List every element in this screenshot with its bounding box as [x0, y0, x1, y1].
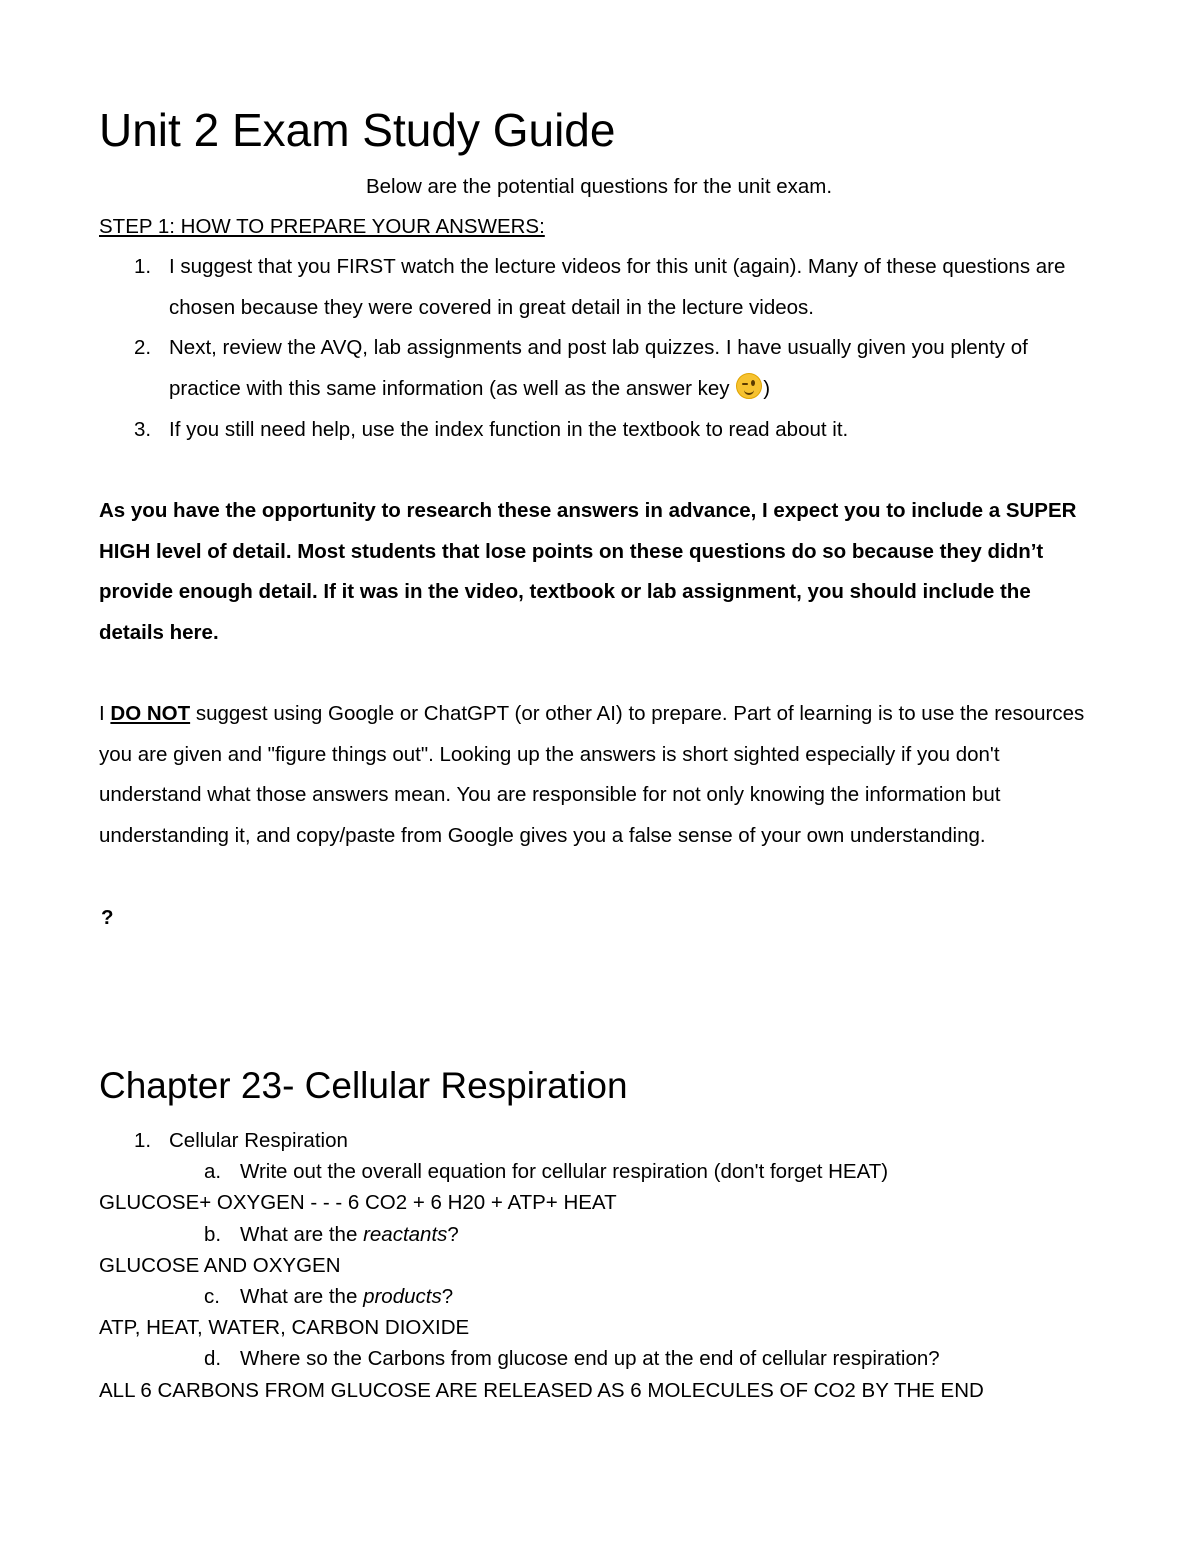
reactants-emphasis: reactants — [363, 1222, 448, 1246]
ai-paragraph-prefix: I — [99, 702, 111, 725]
answer-a: GLUCOSE+ OXYGEN - - - 6 CO2 + 6 H20 + ATP+ HEAT — [99, 1191, 617, 1215]
list-item-text: Next, review the AVQ, lab assignments and post lab quizzes. I have usually given you plenty of practice with this same information (as well as the answer key — [169, 336, 1028, 401]
sub-question-a — [99, 1156, 1099, 1187]
sub-question-marker: d. — [204, 1347, 222, 1371]
sub-question-text-end: ? — [447, 1222, 459, 1246]
list-number: 2. — [134, 336, 152, 360]
sub-question-text: What are the — [240, 1222, 364, 1246]
ai-usage-paragraph — [99, 694, 1089, 857]
list-item — [99, 410, 1099, 451]
page-title: Unit 2 Exam Study Guide — [99, 104, 616, 156]
sub-question-marker: b. — [204, 1222, 222, 1246]
list-number: 3. — [134, 417, 152, 441]
question-number: 1. — [134, 1129, 152, 1152]
question-label: Cellular Respiration — [169, 1129, 348, 1152]
detail-expectation-paragraph: As you have the opportunity to research these answers in advance, I expect you to include a SUPER HIGH level of detail. Most students that lose points on these questions do so because they didn’t provide enough detail. If it was in the video, textbook or lab assignment, you should include the details here. — [99, 499, 1077, 645]
question-1 — [99, 1125, 1099, 1156]
do-not-emphasis: DO NOT — [110, 702, 191, 725]
steps-list — [99, 247, 1099, 451]
sub-question-text: Where so the Carbons from glucose end up at the end of cellular respiration? — [240, 1347, 940, 1371]
list-item-text: I suggest that you FIRST watch the lecture videos for this unit (again). Many of these questions are chosen because they were covered in great detail in the lecture videos. — [169, 255, 1066, 319]
list-item — [99, 328, 1099, 409]
answer-d: ALL 6 CARBONS FROM GLUCOSE ARE RELEASED AS 6 MOLECULES OF CO2 BY THE END — [99, 1378, 984, 1402]
list-item-text: If you still need help, use the index function in the textbook to read about it. — [169, 417, 849, 441]
products-emphasis: products — [363, 1285, 442, 1309]
list-item-text-end: ) — [763, 377, 771, 401]
sub-question-marker: a. — [204, 1160, 222, 1184]
sub-question-text-end: ? — [441, 1285, 454, 1309]
list-number: 1. — [134, 255, 152, 278]
question-mark: ? — [101, 906, 114, 929]
answer-b: GLUCOSE AND OXYGEN — [99, 1253, 341, 1277]
sub-question-d — [99, 1343, 1099, 1374]
winking-face-icon — [736, 373, 762, 399]
sub-question-b — [99, 1219, 1099, 1250]
sub-question-marker: c. — [204, 1285, 220, 1309]
sub-question-text: What are the — [240, 1285, 364, 1309]
sub-question-c — [99, 1281, 1099, 1312]
ai-paragraph-rest: suggest using Google or ChatGPT (or other AI) to prepare. Part of learning is to use the resources you are given and "figure things out". Looking up the answers is short sighted especially if you don't understand what those answers mean. You are responsible for not only knowing the information but understanding it, and copy/paste from Google gives you a false sense of your own understanding. — [99, 702, 1085, 848]
sub-question-text: Write out the overall equation for cellular respiration (don't forget HEAT) — [240, 1160, 889, 1184]
subtitle: Below are the potential questions for the unit exam. — [365, 175, 833, 198]
answer-c: ATP, HEAT, WATER, CARBON DIOXIDE — [99, 1316, 470, 1340]
step-heading: STEP 1: HOW TO PREPARE YOUR ANSWERS: — [99, 215, 545, 238]
list-item — [99, 247, 1099, 328]
chapter-title: Chapter 23- Cellular Respiration — [99, 1065, 628, 1106]
question-block — [99, 1125, 1099, 1406]
